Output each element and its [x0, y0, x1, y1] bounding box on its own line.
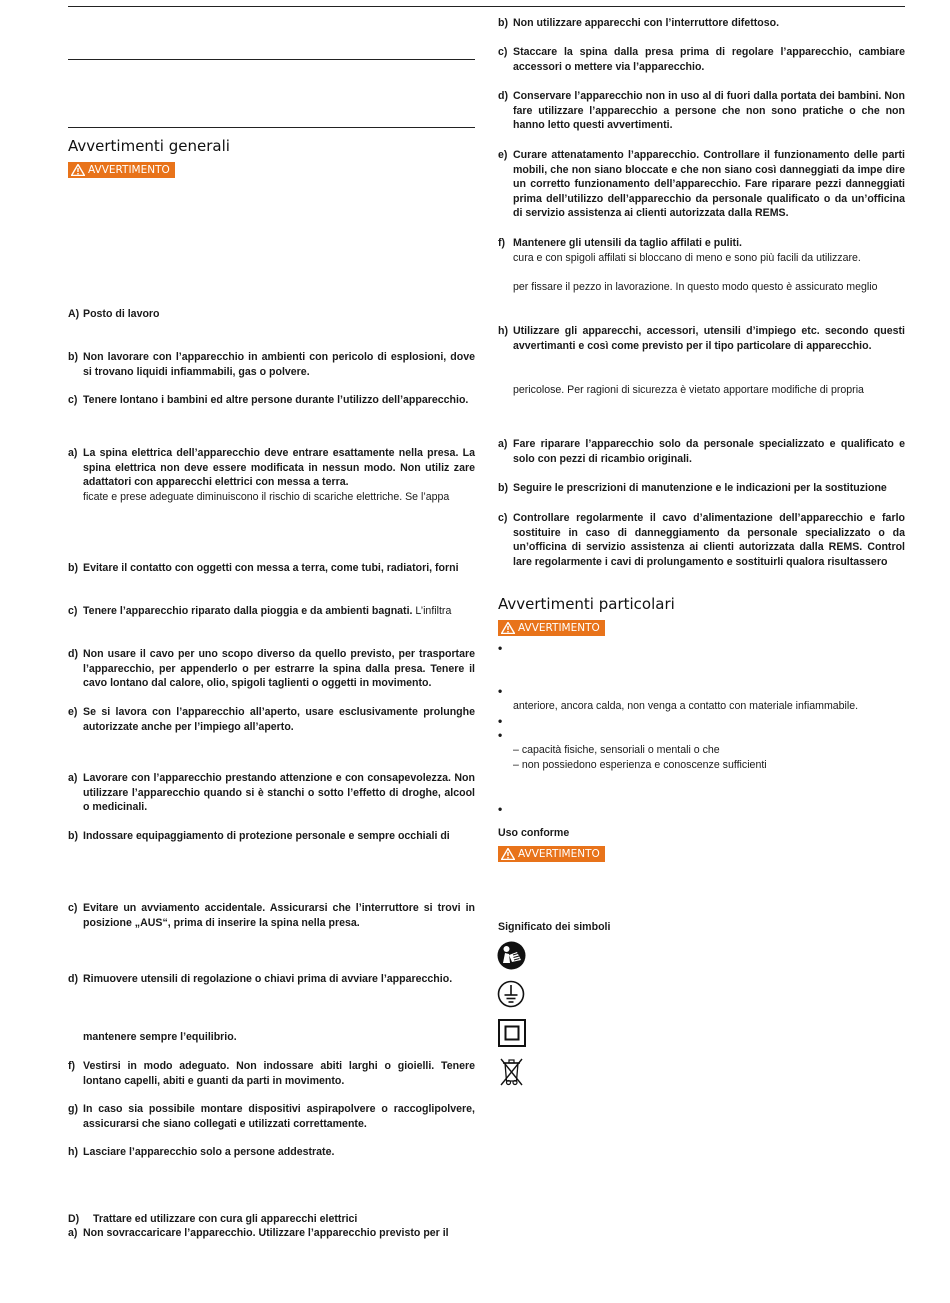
dash-item: – non possiedono esperienza e conoscenze sufficienti — [513, 759, 767, 771]
list-item: f) Mantenere gli utensili da taglio affilati e puliti. cura e con spigoli affilati si bloccano di meno e sono più facili da utilizzare. — [498, 237, 861, 264]
list-item: c) Controllare regolarmente il cavo d’alimentazione dell’apparecchio e farlo sostituire in caso di danneggiamento da personale specializzato o da un’officina di servizio assistenza ai clienti autorizzata dalla REMS. Control lare regolarmente i cavi di prolungamento e sostituirli qualora risultassero — [498, 512, 905, 568]
bullet-marker: • — [498, 641, 503, 655]
list-item: e) Curare attenatamento l’apparecchio. Controllare il funzionamento delle parti mobili, che non siano bloccate e che non siano così danneggiati da impe dire un corretto funzionamento dell’apparecchio. Fare riparare pezzi danneggiati prima dell’utilizzo dell’apparecchio da personale qualificato o da un’officina di servizio assistenza ai clienti autorizzata dalla REMS. — [498, 149, 905, 220]
bullet-text: anteriore, ancora calda, non venga a contatto con materiale infiammabile. — [513, 700, 859, 712]
list-item: f) Vestirsi in modo adeguato. Non indossare abiti larghi o gioielli. Tenere lontano capelli, abiti e guanti da parti in movimento. — [68, 1060, 475, 1087]
read-manual-icon — [497, 941, 526, 970]
section-title-particular: Avvertimenti particolari — [498, 595, 675, 613]
double-insulation-icon — [498, 1019, 526, 1047]
list-item: c) Staccare la spina dalla presa prima di regolare l’apparecchio, cambiare accessori o mettere via l’apparecchio. — [498, 46, 905, 73]
header-rule-2 — [68, 127, 475, 128]
bullet-marker: • — [498, 802, 503, 816]
list-item: mantenere sempre l’equilibrio. — [83, 1031, 237, 1043]
list-item: b) Non lavorare con l’apparecchio in ambienti con pericolo di esplosioni, dove si trovano liquidi infiammabili, gas o polvere. — [68, 351, 475, 378]
section-d-heading: D) Trattare ed utilizzare con cura gli apparecchi elettrici — [68, 1213, 358, 1225]
list-item: c) Tenere lontano i bambini ed altre persone durante l’utilizzo dell’apparecchio. — [68, 394, 469, 406]
list-item: a) Lavorare con l’apparecchio prestando attenzione e con consapevolezza. Non utilizzare l’apparecchio quando si è stanchi o sotto l’effetto di droghe, alcool o medicinali. — [68, 772, 475, 814]
uso-conforme-title: Uso conforme — [498, 827, 570, 839]
list-item: e) Se si lavora con l’apparecchio all’aperto, usare esclusivamente prolunghe autorizzate anche per l’impiego all’aperto. — [68, 706, 475, 733]
list-item: h) Utilizzare gli apparecchi, accessori, utensili d’impiego etc. secondo questi avvertimanti e così come previsto per il tipo particolare di apparecchio. — [498, 325, 905, 352]
symbols-title: Significato dei simboli — [498, 921, 611, 933]
bullet-marker: • — [498, 714, 503, 728]
bullet-marker: • — [498, 684, 503, 698]
warning-badge-particular — [498, 620, 605, 636]
list-item: b) Seguire le prescrizioni di manutenzione e le indicazioni per la sostituzione — [498, 482, 887, 494]
warning-triangle-icon — [501, 848, 515, 860]
list-item: g) In caso sia possibile montare dispositivi aspirapolvere o raccoglipolvere, assicurarsi che siano collegati e utilizzati correttamente. — [68, 1103, 475, 1130]
warning-label: AVVERTIMENTO — [518, 848, 600, 860]
list-item: a) La spina elettrica dell’apparecchio deve entrare esattamente nella presa. La spina elettrica non deve essere modificata in nessun modo. Non utiliz zare adattatori con apparecchi elettrici con messa a terra. ficate e prese adeguate diminuiscono il rischio di scariche elettriche. Se l’appa — [68, 447, 475, 503]
bullet-marker: • — [498, 728, 503, 742]
weee-bin-icon — [499, 1057, 524, 1087]
list-item: c) Tenere l’apparecchio riparato dalla pioggia e da ambienti bagnati. L’infiltra — [68, 605, 452, 617]
warning-badge-uso — [498, 846, 605, 862]
list-item: b) Indossare equipaggiamento di protezione personale e sempre occhiali di — [68, 830, 450, 842]
list-item: d) Conservare l’apparecchio non in uso al di fuori dalla portata dei bambini. Non fare utilizzare l’apparecchio a persone che non sono pratiche o che non hanno letto questi avvertimenti. — [498, 90, 905, 132]
top-rule — [68, 6, 905, 7]
warning-label: AVVERTIMENTO — [518, 622, 600, 634]
list-item: A) Posto di lavoro — [68, 308, 160, 320]
warning-triangle-icon — [71, 164, 85, 176]
list-item: b) Non utilizzare apparecchi con l’interruttore difettoso. — [498, 17, 780, 29]
header-rule-1 — [68, 59, 475, 60]
list-item: per fissare il pezzo in lavorazione. In questo modo questo è assicurato meglio — [513, 281, 878, 293]
list-item: pericolose. Per ragioni di sicurezza è vietato apportare modifiche di propria — [513, 384, 864, 396]
list-item: a) Fare riparare l’apparecchio solo da personale specializzato e qualificato e solo con pezzi di ricambio originali. — [498, 438, 905, 465]
warning-triangle-icon — [501, 622, 515, 634]
list-item: c) Evitare un avviamento accidentale. Assicurarsi che l’interruttore si trovi in posizione „AUS“, prima di inserire la spina nella presa. — [68, 902, 475, 929]
list-item: h) Lasciare l’apparecchio solo a persone addestrate. — [68, 1146, 335, 1158]
protective-earth-icon — [497, 980, 525, 1008]
warning-label: AVVERTIMENTO — [88, 164, 170, 176]
list-item: b) Evitare il contatto con oggetti con messa a terra, come tubi, radiatori, forni — [68, 562, 459, 574]
section-title-general: Avvertimenti generali — [68, 137, 230, 155]
warning-badge-general — [68, 162, 175, 178]
list-item: d) Non usare il cavo per uno scopo diverso da quello previsto, per trasportare l’apparecchio, per appenderlo o per estrarre la spina dalla presa. Tenere il cavo lontano dal calore, olio, spigoli taglienti o oggetti in movimento. — [68, 648, 475, 690]
list-item: a) Non sovraccaricare l’apparecchio. Utilizzare l’apparecchio previsto per il — [68, 1227, 449, 1239]
list-item: d) Rimuovere utensili di regolazione o chiavi prima di avviare l’apparecchio. — [68, 973, 453, 985]
dash-item: – capacità fisiche, sensoriali o mentali o che — [513, 744, 720, 756]
